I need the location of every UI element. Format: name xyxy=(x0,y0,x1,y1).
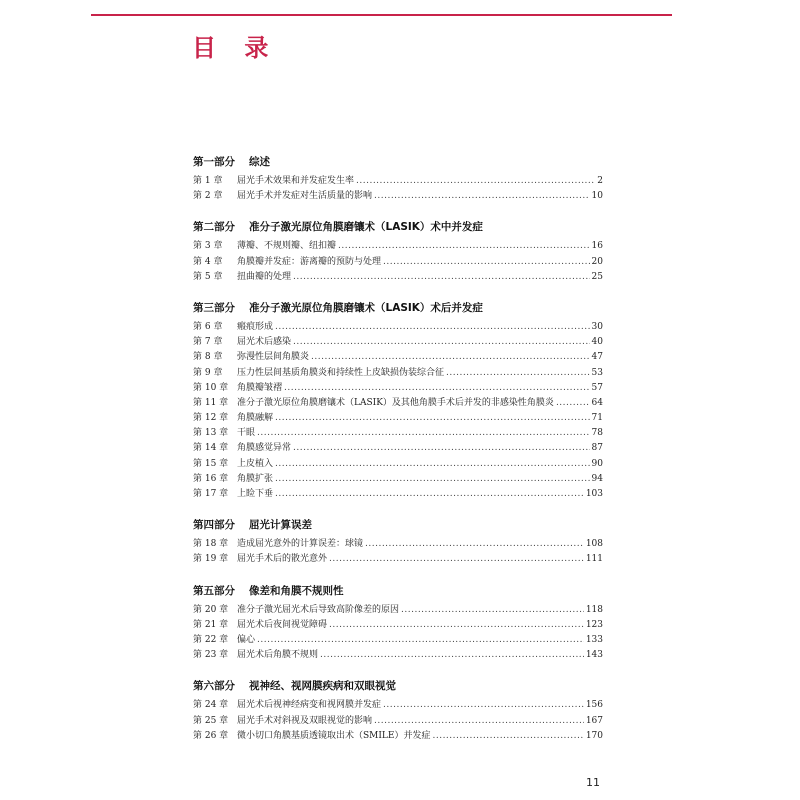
toc-entry[interactable] xyxy=(193,457,603,472)
part-title: 视神经、视网膜疾病和双眼视觉 xyxy=(249,680,396,693)
chapter-title: 弥漫性层间角膜炎 xyxy=(237,352,310,363)
chapter-number: 第 26 章 xyxy=(193,730,229,741)
chapter-number: 第 14 章 xyxy=(193,443,229,454)
chapter-page: 25 xyxy=(591,271,603,282)
chapter-number: 第 21 章 xyxy=(193,619,229,630)
toc-entry[interactable] xyxy=(193,729,603,744)
page-number: 11 xyxy=(586,776,600,789)
chapter-title: 瘢痕形成 xyxy=(237,321,274,332)
chapter-number: 第 11 章 xyxy=(193,397,229,408)
chapter-page: 2 xyxy=(597,176,603,186)
chapter-title: 薄瓣、不规则瓣、纽扣瓣 xyxy=(237,241,337,252)
part-number: 第四部分 xyxy=(193,519,235,532)
dot-leader xyxy=(275,472,590,487)
chapter-number: 第 1 章 xyxy=(193,176,223,186)
toc-entry[interactable] xyxy=(193,350,603,365)
chapter-number: 第 15 章 xyxy=(193,458,229,469)
chapter-title: 微小切口角膜基质透镜取出术（SMILE）并发症 xyxy=(237,730,431,741)
chapter-number: 第 22 章 xyxy=(193,634,229,645)
chapter-page: 123 xyxy=(585,619,603,630)
chapter-page: 87 xyxy=(591,443,603,454)
chapter-page: 103 xyxy=(585,489,603,499)
dot-leader xyxy=(356,174,595,189)
chapter-number: 第 6 章 xyxy=(193,321,223,332)
chapter-number: 第 20 章 xyxy=(193,604,229,615)
toc-entry[interactable] xyxy=(193,618,603,633)
dot-leader xyxy=(311,350,590,365)
part-number: 第二部分 xyxy=(193,221,235,234)
dot-leader xyxy=(275,457,590,472)
dot-leader xyxy=(284,381,590,396)
table-of-contents xyxy=(193,154,603,744)
chapter-number: 第 13 章 xyxy=(193,428,229,439)
chapter-page: 30 xyxy=(591,321,603,332)
chapter-title: 屈光手术对斜视及双眼视觉的影响 xyxy=(237,715,373,726)
chapter-page: 47 xyxy=(591,352,603,363)
dot-leader xyxy=(275,487,584,502)
chapter-number: 第 9 章 xyxy=(193,367,223,378)
chapter-title: 角膜感觉异常 xyxy=(237,443,292,454)
chapter-title: 上睑下垂 xyxy=(237,489,274,499)
part-heading xyxy=(193,300,603,316)
toc-entry[interactable] xyxy=(193,335,603,350)
toc-entry[interactable] xyxy=(193,239,603,254)
part-heading xyxy=(193,517,603,533)
part-title: 屈光计算误差 xyxy=(249,519,312,532)
chapter-title: 准分子激光屈光术后导致高阶像差的原因 xyxy=(237,604,400,615)
toc-entry[interactable] xyxy=(193,537,603,552)
chapter-page: 16 xyxy=(591,241,603,252)
chapter-number: 第 25 章 xyxy=(193,715,229,726)
chapter-title: 屈光手术效果和并发症发生率 xyxy=(237,176,355,186)
chapter-title: 准分子激光原位角膜磨镶术（LASIK）及其他角膜手术后并发的非感染性角膜炎 xyxy=(237,397,554,408)
chapter-page: 90 xyxy=(591,458,603,469)
toc-entry[interactable] xyxy=(193,648,603,663)
chapter-title: 屈光术后角膜不规则 xyxy=(237,650,319,661)
chapter-number: 第 8 章 xyxy=(193,352,223,363)
toc-entry[interactable] xyxy=(193,320,603,335)
part-heading xyxy=(193,678,603,694)
chapter-number: 第 10 章 xyxy=(193,382,229,393)
chapter-title: 偏心 xyxy=(237,634,256,645)
chapter-page: 40 xyxy=(591,337,603,348)
toc-entry[interactable] xyxy=(193,426,603,441)
part-heading xyxy=(193,154,603,170)
toc-entry[interactable] xyxy=(193,381,603,396)
dot-leader xyxy=(329,618,584,633)
chapter-page: 53 xyxy=(591,367,603,378)
chapter-number: 第 5 章 xyxy=(193,271,223,282)
dot-leader xyxy=(365,537,584,552)
part-heading xyxy=(193,219,603,235)
chapter-title: 屈光手术并发症对生活质量的影响 xyxy=(237,191,373,202)
chapter-number: 第 24 章 xyxy=(193,700,229,711)
dot-leader xyxy=(374,714,584,729)
dot-leader xyxy=(257,633,584,648)
chapter-title: 屈光术后夜间视觉障碍 xyxy=(237,619,328,630)
dot-leader xyxy=(293,335,590,350)
dot-leader xyxy=(383,698,584,713)
part-title: 综述 xyxy=(249,156,270,168)
top-rule xyxy=(91,14,672,16)
part-title: 准分子激光原位角膜磨镶术（LASIK）术后并发症 xyxy=(249,301,483,314)
toc-entry[interactable] xyxy=(193,714,603,729)
dot-leader xyxy=(446,366,590,381)
chapter-number: 第 19 章 xyxy=(193,554,229,565)
dot-leader xyxy=(293,270,590,285)
chapter-page: 94 xyxy=(591,473,603,484)
chapter-page: 57 xyxy=(591,382,603,393)
chapter-page: 20 xyxy=(591,256,603,267)
chapter-page: 111 xyxy=(585,554,603,565)
toc-entry[interactable] xyxy=(193,396,603,411)
toc-entry[interactable] xyxy=(193,698,603,713)
chapter-page: 108 xyxy=(585,539,603,550)
dot-leader xyxy=(432,729,583,744)
part-heading xyxy=(193,583,603,599)
chapter-page: 10 xyxy=(591,191,603,202)
chapter-page: 143 xyxy=(585,650,603,661)
toc-entry[interactable] xyxy=(193,552,603,567)
dot-leader xyxy=(374,189,590,204)
chapter-title: 屈光术后视神经病变和视网膜并发症 xyxy=(237,700,382,711)
toc-entry[interactable] xyxy=(193,174,603,189)
dot-leader xyxy=(329,552,584,567)
page-title: 目 录 xyxy=(192,34,279,62)
dot-leader xyxy=(401,603,584,618)
dot-leader xyxy=(338,239,590,254)
part-title: 像差和角膜不规则性 xyxy=(249,584,344,597)
chapter-number: 第 7 章 xyxy=(193,337,223,348)
part-number: 第一部分 xyxy=(193,156,235,168)
chapter-title: 角膜扩张 xyxy=(237,473,274,484)
chapter-number: 第 17 章 xyxy=(193,489,229,499)
toc-entry[interactable] xyxy=(193,472,603,487)
chapter-title: 屈光术后感染 xyxy=(237,337,292,348)
chapter-title: 扭曲瓣的处理 xyxy=(237,271,292,282)
chapter-page: 64 xyxy=(591,397,603,408)
chapter-number: 第 12 章 xyxy=(193,413,229,424)
toc-entry[interactable] xyxy=(193,189,603,204)
dot-leader xyxy=(320,648,584,663)
chapter-title: 造成屈光意外的计算误差：球镜 xyxy=(237,539,364,550)
chapter-title: 干眼 xyxy=(237,428,256,439)
toc-entry[interactable] xyxy=(193,441,603,456)
toc-entry[interactable] xyxy=(193,270,603,285)
dot-leader xyxy=(257,426,590,441)
dot-leader xyxy=(556,396,590,411)
chapter-page: 156 xyxy=(585,700,603,711)
chapter-page: 133 xyxy=(585,634,603,645)
part-number: 第六部分 xyxy=(193,680,235,693)
chapter-number: 第 18 章 xyxy=(193,539,229,550)
chapter-number: 第 3 章 xyxy=(193,241,223,252)
dot-leader xyxy=(275,320,590,335)
dot-leader xyxy=(275,411,590,426)
chapter-title: 角膜瓣并发症：游离瓣的预防与处理 xyxy=(237,256,382,267)
chapter-title: 角膜瓣皱褶 xyxy=(237,382,283,393)
chapter-number: 第 4 章 xyxy=(193,256,223,267)
chapter-title: 上皮植入 xyxy=(237,458,274,469)
chapter-title: 压力性层间基质角膜炎和持续性上皮缺损伪装综合征 xyxy=(237,367,445,378)
toc-entry[interactable] xyxy=(193,487,603,502)
chapter-page: 118 xyxy=(585,604,603,615)
toc-entry[interactable] xyxy=(193,411,603,426)
toc-entry[interactable] xyxy=(193,366,603,381)
part-number: 第五部分 xyxy=(193,584,235,597)
toc-entry[interactable] xyxy=(193,255,603,270)
toc-entry[interactable] xyxy=(193,603,603,618)
dot-leader xyxy=(383,255,590,270)
part-number: 第三部分 xyxy=(193,301,235,314)
chapter-title: 屈光手术后的散光意外 xyxy=(237,554,328,565)
part-title: 准分子激光原位角膜磨镶术（LASIK）术中并发症 xyxy=(249,221,483,234)
chapter-page: 78 xyxy=(591,428,603,439)
toc-entry[interactable] xyxy=(193,633,603,648)
chapter-page: 167 xyxy=(585,715,603,726)
chapter-number: 第 2 章 xyxy=(193,191,223,202)
chapter-title: 角膜融解 xyxy=(237,413,274,424)
chapter-page: 170 xyxy=(585,730,603,741)
chapter-number: 第 23 章 xyxy=(193,650,229,661)
chapter-number: 第 16 章 xyxy=(193,473,229,484)
chapter-page: 71 xyxy=(591,413,603,424)
dot-leader xyxy=(293,441,590,456)
